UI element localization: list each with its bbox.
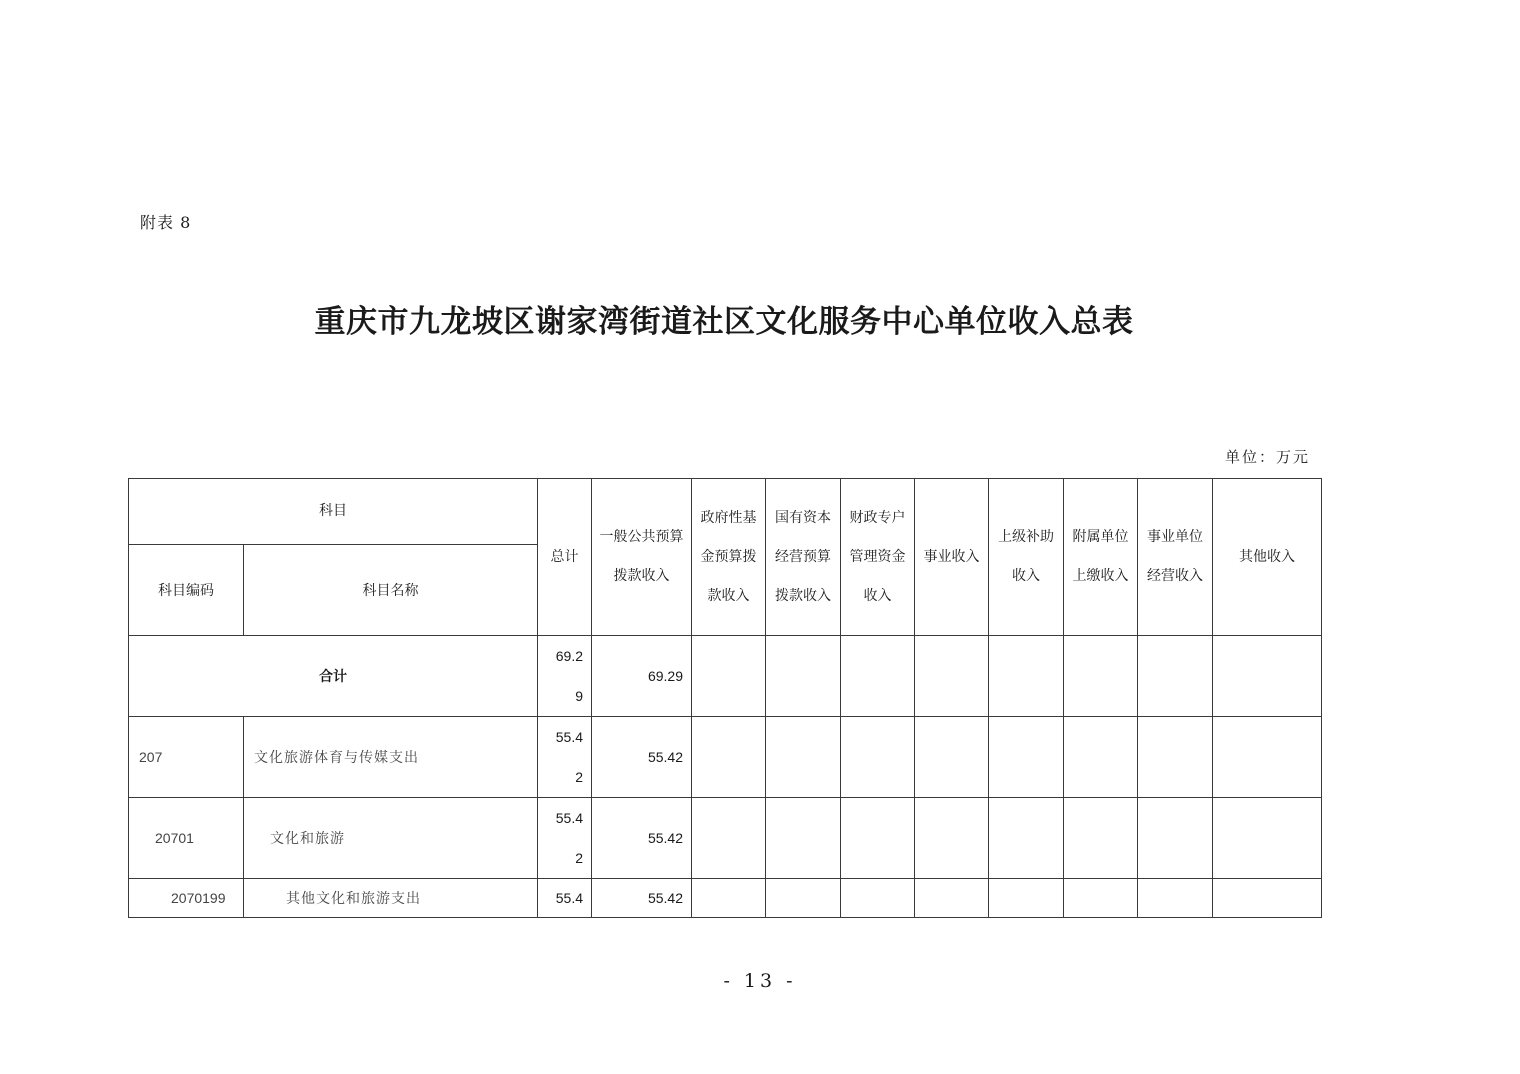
table-cell [989,717,1064,798]
table-cell [1213,798,1322,879]
header-fiscal-account: 财政专户管理资金收入 [841,479,915,636]
table-cell [989,798,1064,879]
table-row [129,717,1322,798]
page-number: - 13 - [723,970,797,992]
table-row [129,798,1322,879]
table-cell [915,636,989,717]
table-cell [1213,636,1322,717]
row-code: 207 [129,717,244,798]
header-business-income: 事业收入 [915,479,989,636]
table-cell [841,879,915,918]
header-business-operation: 事业单位经营收入 [1138,479,1213,636]
table-cell [915,798,989,879]
table-cell [1064,798,1138,879]
row-name: 其他文化和旅游支出 [244,879,538,918]
table-cell [841,636,915,717]
total-label: 合计 [129,636,538,717]
row-total: 55.4 [538,879,592,918]
table-cell [1138,636,1213,717]
header-subject: 科目 [129,479,538,545]
total-row [129,636,1322,717]
income-summary-table [128,478,1322,918]
table-cell [1213,717,1322,798]
table-cell [1064,879,1138,918]
table-cell [766,717,841,798]
table-cell [989,636,1064,717]
header-subject-code: 科目编码 [129,545,244,636]
header-row-1 [129,479,1322,545]
row-total: 55.42 [538,798,592,879]
unit-label: 单位：万元 [1224,448,1310,466]
header-gov-fund: 政府性基金预算拨款收入 [692,479,766,636]
header-state-capital: 国有资本经营预算拨款收入 [766,479,841,636]
header-total: 总计 [538,479,592,636]
header-affiliated-income: 附属单位上缴收入 [1064,479,1138,636]
table-cell [915,879,989,918]
table-cell [989,879,1064,918]
document-title: 重庆市九龙坡区谢家湾街道社区文化服务中心单位收入总表 [314,304,1134,340]
table-cell [766,879,841,918]
header-other-income: 其他收入 [1213,479,1322,636]
row-code: 20701 [129,798,244,879]
header-subject-name: 科目名称 [244,545,538,636]
row-general-budget: 55.42 [592,798,692,879]
table-cell [692,798,766,879]
table-cell [915,717,989,798]
row-general-budget: 55.42 [592,717,692,798]
table-cell [1213,879,1322,918]
table-cell [1138,717,1213,798]
row-name: 文化旅游体育与传媒支出 [244,717,538,798]
table-cell [841,717,915,798]
table-row [129,879,1322,918]
header-general-budget: 一般公共预算拨款收入 [592,479,692,636]
table-cell [766,636,841,717]
total-row-general-budget: 69.29 [592,636,692,717]
table-cell [692,879,766,918]
total-row-total: 69.29 [538,636,592,717]
table-cell [841,798,915,879]
row-name: 文化和旅游 [244,798,538,879]
table-cell [766,798,841,879]
header-superior-subsidy: 上级补助收入 [989,479,1064,636]
row-general-budget: 55.42 [592,879,692,918]
row-total: 55.42 [538,717,592,798]
row-code: 2070199 [129,879,244,918]
table-cell [1138,798,1213,879]
table-cell [692,717,766,798]
attachment-label: 附表 8 [140,213,192,232]
table-cell [1064,636,1138,717]
table-cell [692,636,766,717]
table-cell [1138,879,1213,918]
table-cell [1064,717,1138,798]
